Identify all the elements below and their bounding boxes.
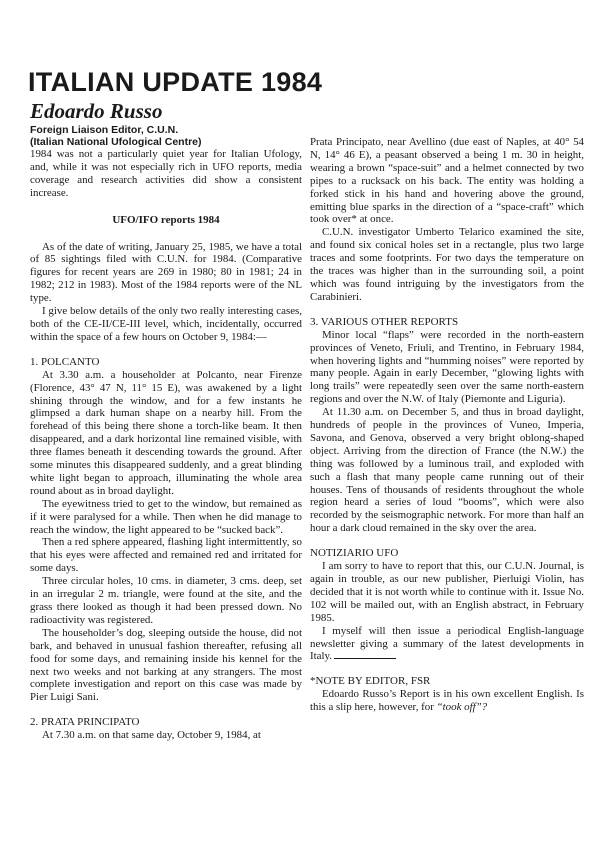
- author-name: Edoardo Russo: [30, 99, 163, 123]
- intro-paragraph: 1984 was not a particularly quiet year for Italian Ufology, and, while it was not especially rich in UFO reports, media coverage and research activities did show a consistent increase.: [30, 148, 302, 199]
- paragraph-polcanto-2: The eyewitness tried to get to the window, but remained as if it were paralysed for a while. Then when he did manage to reach the window, the light appeared to be “sucked back”.: [30, 497, 302, 536]
- paragraph-newsletter: [310, 625, 584, 664]
- paragraph-telarico: C.U.N. investigator Umberto Telarico examined the site, and found six conical holes set in a rectangle, plus two large traces and some footprints. For two days the temperature on the traces was higher than in the surrounding soil, a point which was found intriguing by the investigators from the Carabinieri.: [310, 226, 584, 303]
- editor-note-heading: *NOTE BY EDITOR, FSR: [310, 675, 431, 688]
- paragraph-polcanto-5: The householder’s dog, sleeping outside the house, did not bark, and behaved in unusual fashion thereafter, refusing all food for some days, and remaining inside his kennel for the next two weeks and not barking at any strangers. The most complete investigation and report on this case was made by Pier Luigi Sani.: [30, 626, 302, 704]
- newsletter-text: I myself will then issue a periodical English-language newsletter giving a summary of the latest developments in Italy.: [310, 624, 584, 663]
- right-column: [310, 136, 584, 714]
- paragraph-prata-continued: Prata Principato, near Avellino (due east of Naples, at 40° 54 N, 14° 46 E), a peasant observed a being 1 m. 30 in height, wearing a brown “space-suit” and a helmet connected by two pipes to a rucksack on his back. The entity was holding a forked stick in his hand and hovering above the ground, emitting blue sparks in the direction of a “space-craft” which took over* at once.: [310, 136, 584, 226]
- paragraph-cases: I give below details of the only two really interesting cases, both of the CE-II/CE-III level, which, incidentally, occurred within the space of a few hours on October 9, 1984:—: [30, 305, 302, 343]
- section-heading-reports: UFO/IFO reports 1984: [112, 213, 220, 226]
- article-title: ITALIAN UPDATE 1984: [28, 67, 323, 97]
- paragraph-polcanto-3: Then a red sphere appeared, flashing light intermittently, so that his eyes were affected and remained red and irritated for some days.: [30, 536, 302, 575]
- section-heading-polcanto: 1. POLCANTO: [30, 355, 100, 368]
- closing-rule: [334, 658, 396, 659]
- paragraph-stats: As of the date of writing, January 25, 1985, we have a total of 85 sightings filed with C.U.N. for 1984. (Comparative figures for recent years are 269 in 1980; 80 in 1981; 24 in 1982; 212 in 1983). Most of the 1984 reports were of the NL type.: [30, 240, 302, 305]
- editor-note-quote: “took off”?: [436, 701, 488, 714]
- paragraph-flaps: Minor local “flaps” were recorded in the north-eastern provinces of Veneto, Friuli, and Trentino, in February 1984, when hovering lights and “humming noises” were reported by many people. Again in early December, “glowing lights with long trails” were repeatedly seen over the same north-eastern regions and over the N.W. of Italy (Piemonte and Liguria).: [310, 328, 584, 406]
- author-role: Foreign Liaison Editor, C.U.N.: [30, 124, 179, 136]
- paragraph-polcanto-4: Three circular holes, 10 cms. in diameter, 3 cms. deep, set in an irregular 2 m. triangle, were found at the site, and the grass there looked as though it had been pressed down. No radioactivity was registered.: [30, 575, 302, 626]
- paragraph-december-5: At 11.30 a.m. on December 5, and thus in broad daylight, hundreds of people in the provinces of Vuneo, Imperia, Savona, and Genova, observed a very bright oblong-shaped object. Arriving from the direction of France (the N.W.) the thing was followed by a luminous trail, and exploded with such a flash that many people came running out of their houses. Tens of thousands of residents throughout the whole region heard a series of loud “booms”, which were also recorded by the seismographic network. For more than half an hour a dark cloud remained in the sky over the area.: [310, 406, 584, 535]
- editor-note-text: Edoardo Russo’s Report is in his own excellent English. Is this a slip here, however, for: [310, 688, 584, 714]
- paragraph-prata-start: At 7.30 a.m. on that same day, October 9, 1984, at: [42, 729, 261, 742]
- editor-note-paragraph: [310, 688, 584, 714]
- paragraph-polcanto-1: At 3.30 a.m. a householder at Polcanto, near Firenze (Florence, 43° 47 N, 11° 15 E), was awakened by a light shining through the window, and for a few instants he glimpsed a dark human shape on a nearby hill. From the forehead of this being there shone a torch-like beam. It then disappeared, and a dark horizontal line remained visible, with three flames beneath it descending towards the ground. After some minutes this disappeared suddenly, and a great blinding white light began to approach, illuminating the whole area round about as in broad daylight.: [30, 368, 302, 497]
- left-column: [30, 148, 302, 742]
- section-heading-various: 3. VARIOUS OTHER REPORTS: [310, 315, 459, 328]
- section-heading-prata: 2. PRATA PRINCIPATO: [30, 716, 140, 729]
- author-organization: (Italian National Ufological Centre): [30, 136, 202, 148]
- section-heading-notiziario: NOTIZIARIO UFO: [310, 547, 399, 560]
- paragraph-publisher: I am sorry to have to report that this, our C.U.N. Journal, is again in trouble, as our new publisher, Pierluigi Violin, has decided that it is not worth while to continue with it. Issue No. 102 will be mailed out, with an English abstract, in February 1985.: [310, 560, 584, 624]
